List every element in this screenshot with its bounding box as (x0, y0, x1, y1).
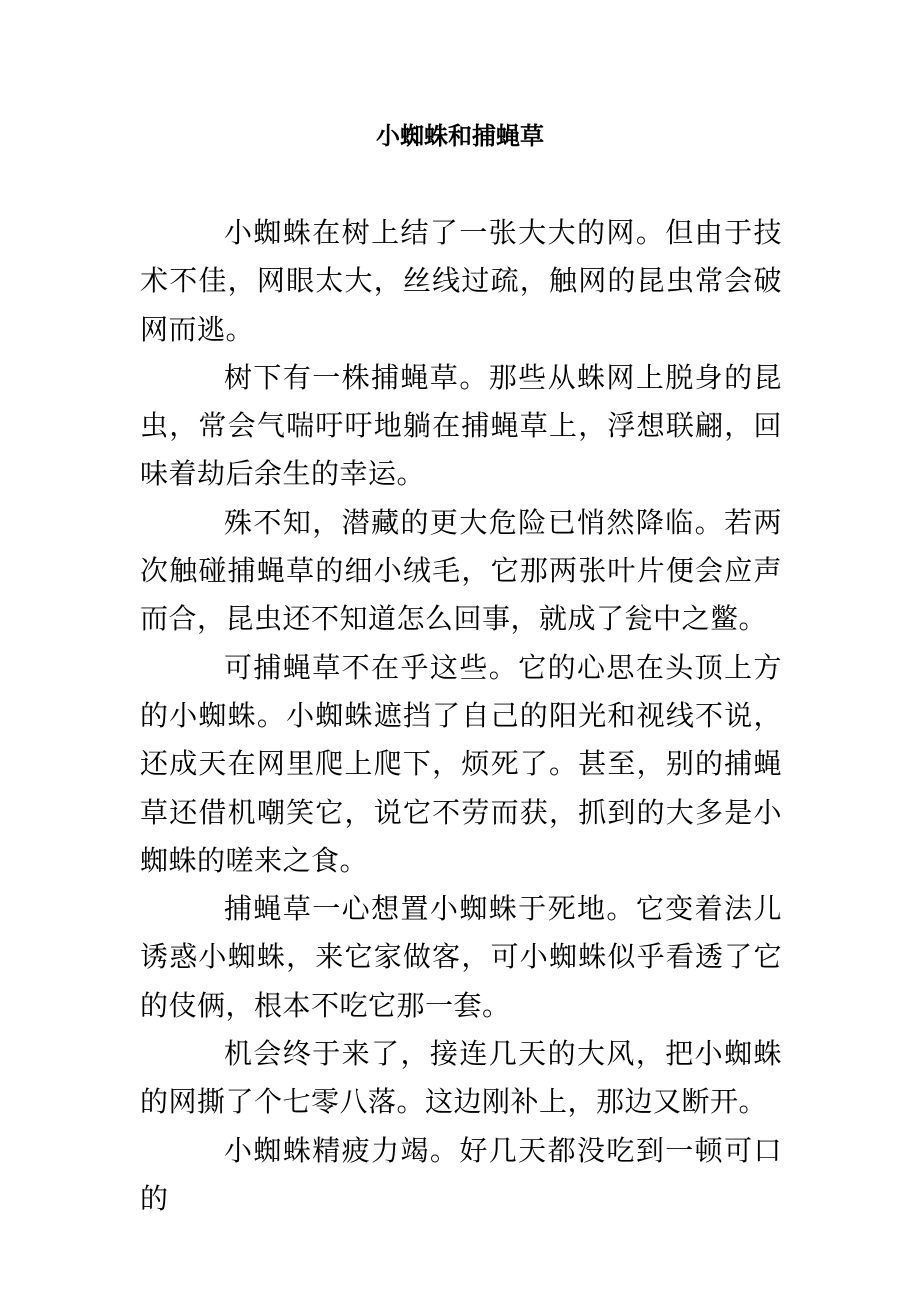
paragraph: 机会终于来了，接连几天的大风，把小蜘蛛的网撕了个七零八落。这边刚补上，那边又断开。 (140, 1037, 782, 1119)
paragraph: 捕蝇草一心想置小蜘蛛于死地。它变着法儿诱惑小蜘蛛，来它家做客，可小蜘蛛似乎看透了它的伎俩，根本不吃它那一套。 (140, 892, 782, 1022)
paragraph: 树下有一株捕蝇草。那些从蛛网上脱身的昆虫，常会气喘吁吁地躺在捕蝇草上，浮想联翩，回味着劫后余生的幸运。 (140, 360, 782, 491)
document-title: 小蜘蛛和捕蝇草 (376, 121, 544, 150)
document-body (140, 209, 782, 1223)
paragraph: 殊不知，潜藏的更大危险已悄然降临。若两次触碰捕蝇草的细小绒毛，它那两张叶片便会应声而合，昆虫还不知道怎么回事，就成了瓮中之鳖。 (140, 505, 782, 636)
paragraph: 小蜘蛛在树上结了一张大大的网。但由于技术不佳，网眼太大，丝线过疏，触网的昆虫常会破网而逃。 (140, 216, 782, 346)
paragraph: 可捕蝇草不在乎这些。它的心思在头顶上方的小蜘蛛。小蜘蛛遮挡了自己的阳光和视线不说，还成天在网里爬上爬下，烦死了。甚至，别的捕蝇草还借机嘲笑它，说它不劳而获，抓到的大多是小蜘蛛的嗟来之食。 (140, 650, 782, 877)
paragraph: 小蜘蛛精疲力竭。好几天都没吃到一顿可口的 (140, 1133, 782, 1215)
